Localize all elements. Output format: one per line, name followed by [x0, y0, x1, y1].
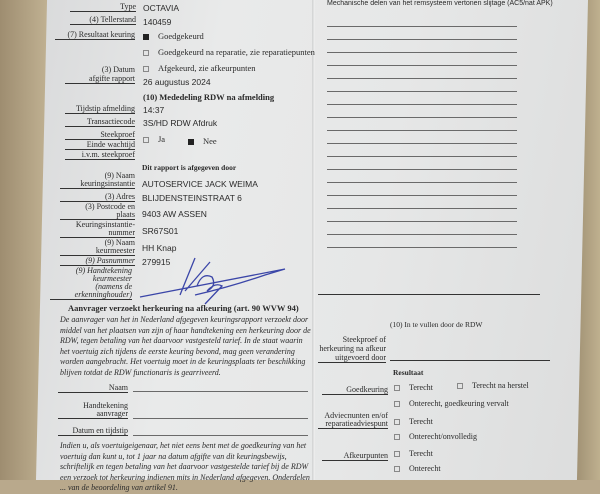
rdw-invul-heading: (10) In te vullen door de RDW — [390, 320, 483, 329]
option-goedgekeurd-na-reparatie[interactable] — [143, 47, 315, 57]
nummer-label-2: nummer — [60, 229, 135, 238]
afkeurpunten-label: Afkeurpunten — [322, 452, 388, 461]
resultaat-heading: Resultaat — [393, 368, 424, 377]
steek-label-1: Steekproef of — [342, 335, 386, 344]
checkbox-icon — [394, 401, 400, 407]
advies-label-1: Advieспunten en/of — [324, 411, 388, 420]
aanvrager-hand-label-2: aanvrager — [58, 410, 128, 419]
right-heading: Mechanische delen van het remsysteem vertonen slijtage (AC5/nat APK) — [327, 0, 553, 7]
ivm-steekproef-label: i.v.m. steekproef — [65, 151, 135, 160]
option-label: Onterecht — [409, 464, 441, 473]
goed-onterecht-option[interactable] — [394, 399, 509, 409]
tellerstand-value: 140459 — [143, 17, 172, 27]
goedkeuring-label: Goedkeuring — [322, 386, 388, 395]
herkeuring-heading: Aanvrager verzoekt herkeuring na afkeuring (art. 90 WVW 94) — [68, 303, 299, 313]
handtekening-label-1: (9) Handtekening — [75, 266, 132, 275]
tijdstip-value: 14:37 — [143, 105, 165, 115]
checkbox-checked-icon — [188, 139, 194, 145]
tijdstip-label: Tijdstip afmelding — [65, 105, 135, 114]
naam-label-1: (9) Naam — [104, 171, 135, 180]
option-afgekeurd[interactable] — [143, 63, 255, 73]
type-value: OCTAVIA — [143, 3, 180, 13]
checkbox-icon — [394, 385, 400, 391]
afkeur-onterecht-option[interactable] — [394, 464, 441, 474]
checkbox-icon — [394, 434, 400, 440]
option-goedgekeurd[interactable] — [143, 31, 204, 41]
postcode-label-2: plaats — [60, 211, 135, 220]
steek-label-3: uitgevoerd door — [318, 354, 386, 363]
option-label: Terecht — [409, 383, 433, 392]
signature-keurmeester — [135, 255, 295, 305]
naam-value: AUTOSERVICE JACK WEIMA — [142, 179, 258, 189]
transactie-value: 3S/HD RDW Afdruk — [143, 118, 218, 128]
handtekening-label-2: keurmeester — [92, 274, 132, 283]
aanvrager-handtekening-line[interactable] — [133, 418, 308, 419]
aanvrager-naam-line[interactable] — [133, 391, 308, 392]
postcode-value: 9403 AW ASSEN — [142, 209, 207, 219]
steekproef-ja[interactable] — [143, 134, 165, 144]
option-label: Terecht — [409, 449, 433, 458]
type-label: Type — [70, 3, 136, 12]
option-label: Afgekeurd, zie afkeurpunten — [158, 63, 256, 73]
transactie-label: Transactiecode — [65, 118, 135, 127]
rdw-heading: (10) Mededeling RDW na afmelding — [143, 92, 275, 102]
nummer-value: SR67S01 — [142, 226, 179, 236]
datum-tijdstip-label: Datum en tijdstip — [58, 427, 128, 436]
checkbox-icon — [457, 383, 463, 389]
option-label: Goedgekeurd na reparatie, zie reparatiepunten — [158, 47, 315, 57]
checkbox-icon — [394, 451, 400, 457]
einde-wachtijd-label: Einde wachtijd — [65, 141, 135, 150]
handtekening-label-4: erkenninghouder) — [50, 291, 132, 300]
datum-label-2: afgifte rapport — [65, 75, 135, 84]
steek-line[interactable] — [390, 360, 550, 361]
naam-label-2: keuringsinstantie — [60, 180, 135, 189]
option-label: Goedgekeurd — [158, 31, 204, 41]
keurmeester-label-1: (9) Naam — [104, 238, 135, 247]
datum-label-1: (3) Datum — [101, 65, 135, 74]
tellerstand-label: (4) Tellerstand — [70, 16, 136, 25]
bezwaar-paragraph: Indien u, als voertuigeigenaar, het niet eens bent met de goedkeuring van het voertuig dan kunt u, tot 1 jaar na datum afgifte van dit keuringsbewijs, schriftelijk en tegen betaling van het daarvoor vastgestelde tarief bij de RDW een verzoek tot herkeuring indienen mits in Nederland afgegeven. Onderdelen ... van de beoordeling van artikel 91. — [60, 441, 310, 492]
herkeuring-paragraph: De aanvrager van het in Nederland afgegeven keuringsrapport verzoekt door middel van het plaatsen van zijn of haar handtekening een herkeuring door de RDW, tegen betaling van het daarvoor vastgesteld tarief. In de staat waarin het voertuig zich tijdens de eerste keuring bevond, mag geen verandering worden aangebracht. Het voertuig moet in de keuringsplaats ter beschikking blijven totdat de RDW functionaris is gearriveerd. — [60, 315, 311, 377]
handtekening-label-3: (namens de — [95, 282, 132, 291]
checkbox-icon — [394, 466, 400, 472]
checkbox-checked-icon — [143, 34, 149, 40]
paper-fold — [312, 0, 315, 480]
ja-label: Ja — [158, 134, 166, 144]
advies-label-2: reparatieadviespunt — [318, 420, 388, 429]
checkbox-icon — [394, 419, 400, 425]
advies-terecht-option[interactable] — [394, 417, 433, 427]
adres-label: (3) Adres — [60, 193, 135, 202]
option-label: Terecht — [409, 417, 433, 426]
keurmeester-value: HH Knap — [142, 243, 177, 253]
goed-terecht-option[interactable] — [394, 383, 433, 393]
checkbox-icon — [143, 66, 149, 72]
option-label: Onterecht/onvolledig — [409, 432, 477, 441]
checkbox-icon — [143, 50, 149, 56]
datum-tijdstip-line[interactable] — [133, 435, 308, 436]
adres-value: BLIJDENSTEINSTRAAT 6 — [142, 193, 242, 203]
aanvrager-naam-label: Naam — [58, 384, 128, 393]
nummer-label-1: Keuringsinstantie- — [75, 220, 135, 229]
goed-terecht-herstel-option[interactable] — [457, 381, 529, 391]
pasnummer-value: 279915 — [142, 257, 171, 267]
steekproef-label: Steekproef — [65, 131, 135, 140]
postcode-label-1: (3) Postcode en — [85, 202, 135, 211]
issuer-heading: Dit rapport is afgegeven door — [142, 163, 237, 172]
afkeur-terecht-option[interactable] — [394, 449, 433, 459]
steek-label-2: herkeuring na afkeur — [319, 344, 386, 353]
nee-label: Nee — [203, 136, 217, 146]
pasnummer-label: (9) Pasnummer — [60, 257, 135, 266]
checkbox-icon — [143, 137, 149, 143]
steekproef-nee[interactable] — [188, 136, 217, 146]
option-label: Onterecht, goedkeuring vervalt — [409, 399, 509, 408]
aanvrager-hand-label-1: Handtekening — [83, 401, 128, 410]
option-label: Terecht na herstel — [472, 381, 529, 390]
datum-value: 26 augustus 2024 — [143, 77, 211, 87]
advies-onterecht-option[interactable] — [394, 432, 477, 442]
resultaat-label: (7) Resultaat keuring — [55, 31, 135, 40]
keurmeester-label-2: keurmeester — [60, 247, 135, 256]
